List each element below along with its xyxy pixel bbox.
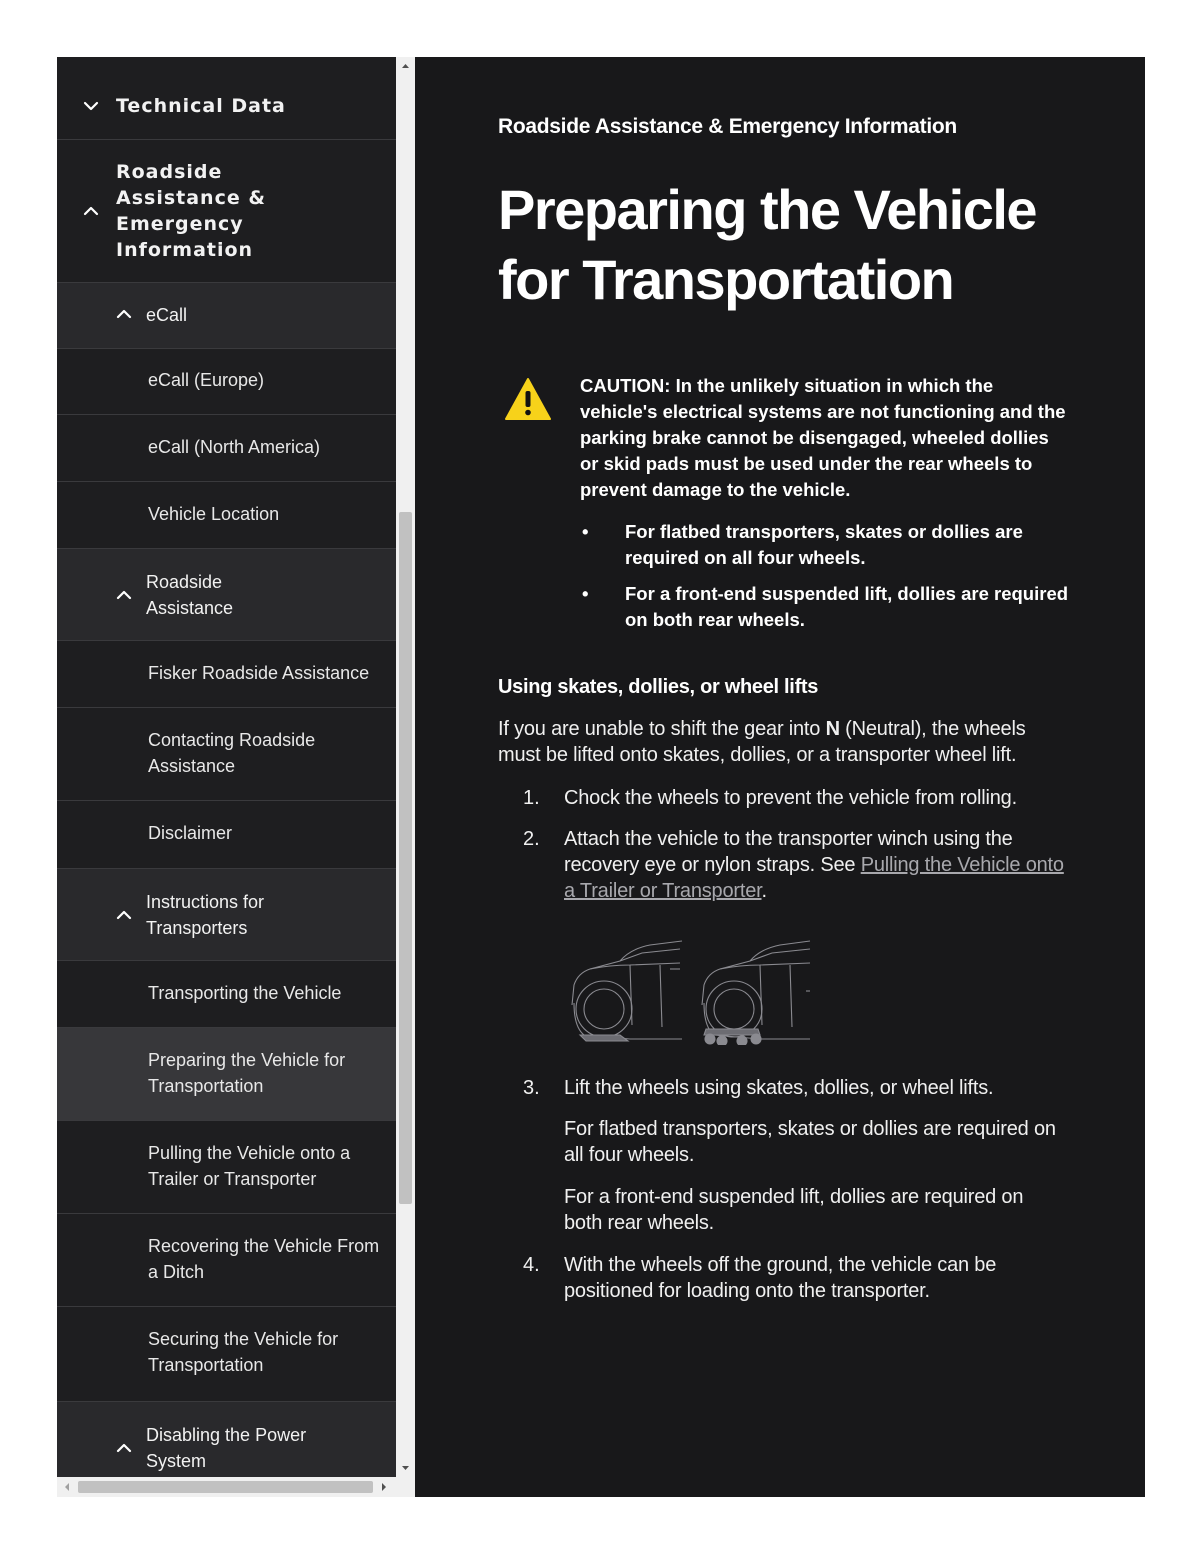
warning-triangle-icon xyxy=(504,377,552,426)
sidebar-item-label: eCall (Europe) xyxy=(148,370,265,390)
sidebar-horizontal-scrollbar[interactable] xyxy=(57,1477,396,1497)
step-number: 2. xyxy=(523,828,540,850)
intro-text: (Neutral), the wheels must be lifted onto skates, dollies, or a transporter wheel lift. xyxy=(498,718,1026,766)
caution-bullet-text: For a front-end suspended lift, dollies are required on both rear wheels. xyxy=(625,583,1069,630)
sidebar-item-recovering-the-vehicle[interactable] xyxy=(57,1214,396,1307)
chevron-down-icon xyxy=(83,98,99,114)
scroll-right-arrow-icon[interactable] xyxy=(374,1477,394,1497)
step-note: For a front-end suspended lift, dollies are required on both rear wheels. xyxy=(564,1186,1024,1234)
scroll-up-arrow-icon[interactable] xyxy=(396,57,415,76)
sidebar-item-label: Contacting Roadside Assistance xyxy=(148,730,316,776)
sidebar-item-vehicle-location[interactable] xyxy=(57,482,396,549)
sidebar-item-technical-data[interactable] xyxy=(57,72,396,140)
sidebar-vertical-scrollbar[interactable] xyxy=(396,57,415,1477)
section-heading: Using skates, dollies, or wheel lifts xyxy=(498,676,819,698)
chevron-up-icon xyxy=(116,907,132,923)
section-intro xyxy=(498,716,1073,768)
chevron-up-icon xyxy=(83,203,99,219)
step-text-part: . xyxy=(761,880,767,902)
intro-text: If you are unable to shift the gear into xyxy=(498,718,826,740)
article-content xyxy=(415,57,1145,1497)
step-note: For flatbed transporters, skates or dollies are required on all four wheels. xyxy=(564,1118,1056,1166)
sidebar-item-fisker-roadside-assistance[interactable] xyxy=(57,641,396,708)
vehicle-on-skates-dollies-illustration xyxy=(570,935,830,1050)
chevron-up-icon xyxy=(116,1440,132,1456)
sidebar-item-roadside-assistance-emergency[interactable] xyxy=(57,140,396,283)
breadcrumb[interactable]: Roadside Assistance & Emergency Information xyxy=(498,115,957,138)
scroll-down-arrow-icon[interactable] xyxy=(396,1458,415,1477)
sidebar-item-preparing-the-vehicle[interactable] xyxy=(57,1028,396,1121)
sidebar-item-ecall-north-america[interactable] xyxy=(57,415,396,482)
sidebar-item-disclaimer[interactable] xyxy=(57,801,396,869)
bullet-dot-icon: • xyxy=(582,583,589,604)
sidebar-item-label: Transporting the Vehicle xyxy=(148,983,342,1003)
sidebar-item-label: Securing the Vehicle for Transportation xyxy=(148,1329,339,1375)
horizontal-scroll-thumb[interactable] xyxy=(78,1481,373,1493)
vertical-scroll-thumb[interactable] xyxy=(399,512,412,1204)
caution-text: CAUTION: In the unlikely situation in which the vehicle's electrical systems are not functioning and the parking brake cannot be disengaged, wheeled dollies or skid pads must be used under the rear wheels to prevent damage to the vehicle. xyxy=(580,375,1066,500)
sidebar-item-disabling-the-power-system[interactable] xyxy=(57,1402,396,1477)
sidebar-item-label: Disclaimer xyxy=(148,823,233,843)
chevron-up-icon xyxy=(116,306,132,322)
sidebar-item-label: Recovering the Vehicle From a Ditch xyxy=(148,1236,380,1282)
step-text-part: Attach the vehicle to the transporter winch using the recovery eye or nylon straps. See xyxy=(564,828,1013,876)
pulling-vehicle-link[interactable]: Pulling the Vehicle onto a Trailer or Transporter xyxy=(564,854,1064,902)
scrollbar-corner xyxy=(396,1477,415,1497)
chevron-up-icon xyxy=(116,587,132,603)
step-number: 1. xyxy=(523,787,540,809)
step-text: With the wheels off the ground, the vehicle can be positioned for loading onto the transporter. xyxy=(564,1254,997,1302)
sidebar-nav xyxy=(57,57,396,1477)
scroll-left-arrow-icon[interactable] xyxy=(57,1477,77,1497)
sidebar-item-label: eCall xyxy=(146,305,188,325)
sidebar-item-label: Disabling the Power System xyxy=(146,1425,307,1471)
sidebar-item-label: Roadside Assistance xyxy=(146,572,234,618)
sidebar-item-label: Roadside Assistance & Emergency Information xyxy=(116,161,266,261)
sidebar-item-pulling-the-vehicle[interactable] xyxy=(57,1121,396,1214)
sidebar-item-label: Technical Data xyxy=(116,95,286,117)
sidebar-item-roadside-assistance[interactable] xyxy=(57,549,396,641)
sidebar-item-transporting-the-vehicle[interactable] xyxy=(57,961,396,1028)
sidebar-item-label: Preparing the Vehicle for Transportation xyxy=(148,1050,346,1096)
gear-neutral-label: N xyxy=(825,718,840,740)
sidebar-item-label: Instructions for Transporters xyxy=(146,892,265,938)
step-text: Lift the wheels using skates, dollies, or wheel lifts. xyxy=(564,1077,994,1099)
step-number: 4. xyxy=(523,1254,540,1276)
caution-bullet-text: For flatbed transporters, skates or dollies are required on all four wheels. xyxy=(625,521,1023,568)
bullet-dot-icon: • xyxy=(582,521,589,542)
sidebar-item-label: Pulling the Vehicle onto a Trailer or Transporter xyxy=(148,1143,351,1189)
sidebar-item-label: Fisker Roadside Assistance xyxy=(148,663,370,683)
sidebar-item-contacting-roadside-assistance[interactable] xyxy=(57,708,396,801)
sidebar-item-ecall[interactable] xyxy=(57,283,396,349)
page-title: Preparing the Vehicle for Transportation xyxy=(498,178,1037,311)
step-number: 3. xyxy=(523,1077,540,1099)
step-text xyxy=(564,826,1064,904)
sidebar-item-label: Vehicle Location xyxy=(148,504,280,524)
step-text: Chock the wheels to prevent the vehicle from rolling. xyxy=(564,787,1017,809)
sidebar-item-securing-the-vehicle[interactable] xyxy=(57,1307,396,1402)
sidebar-item-label: eCall (North America) xyxy=(148,437,321,457)
sidebar-item-instructions-for-transporters[interactable] xyxy=(57,869,396,961)
sidebar-item-ecall-europe[interactable] xyxy=(57,349,396,415)
